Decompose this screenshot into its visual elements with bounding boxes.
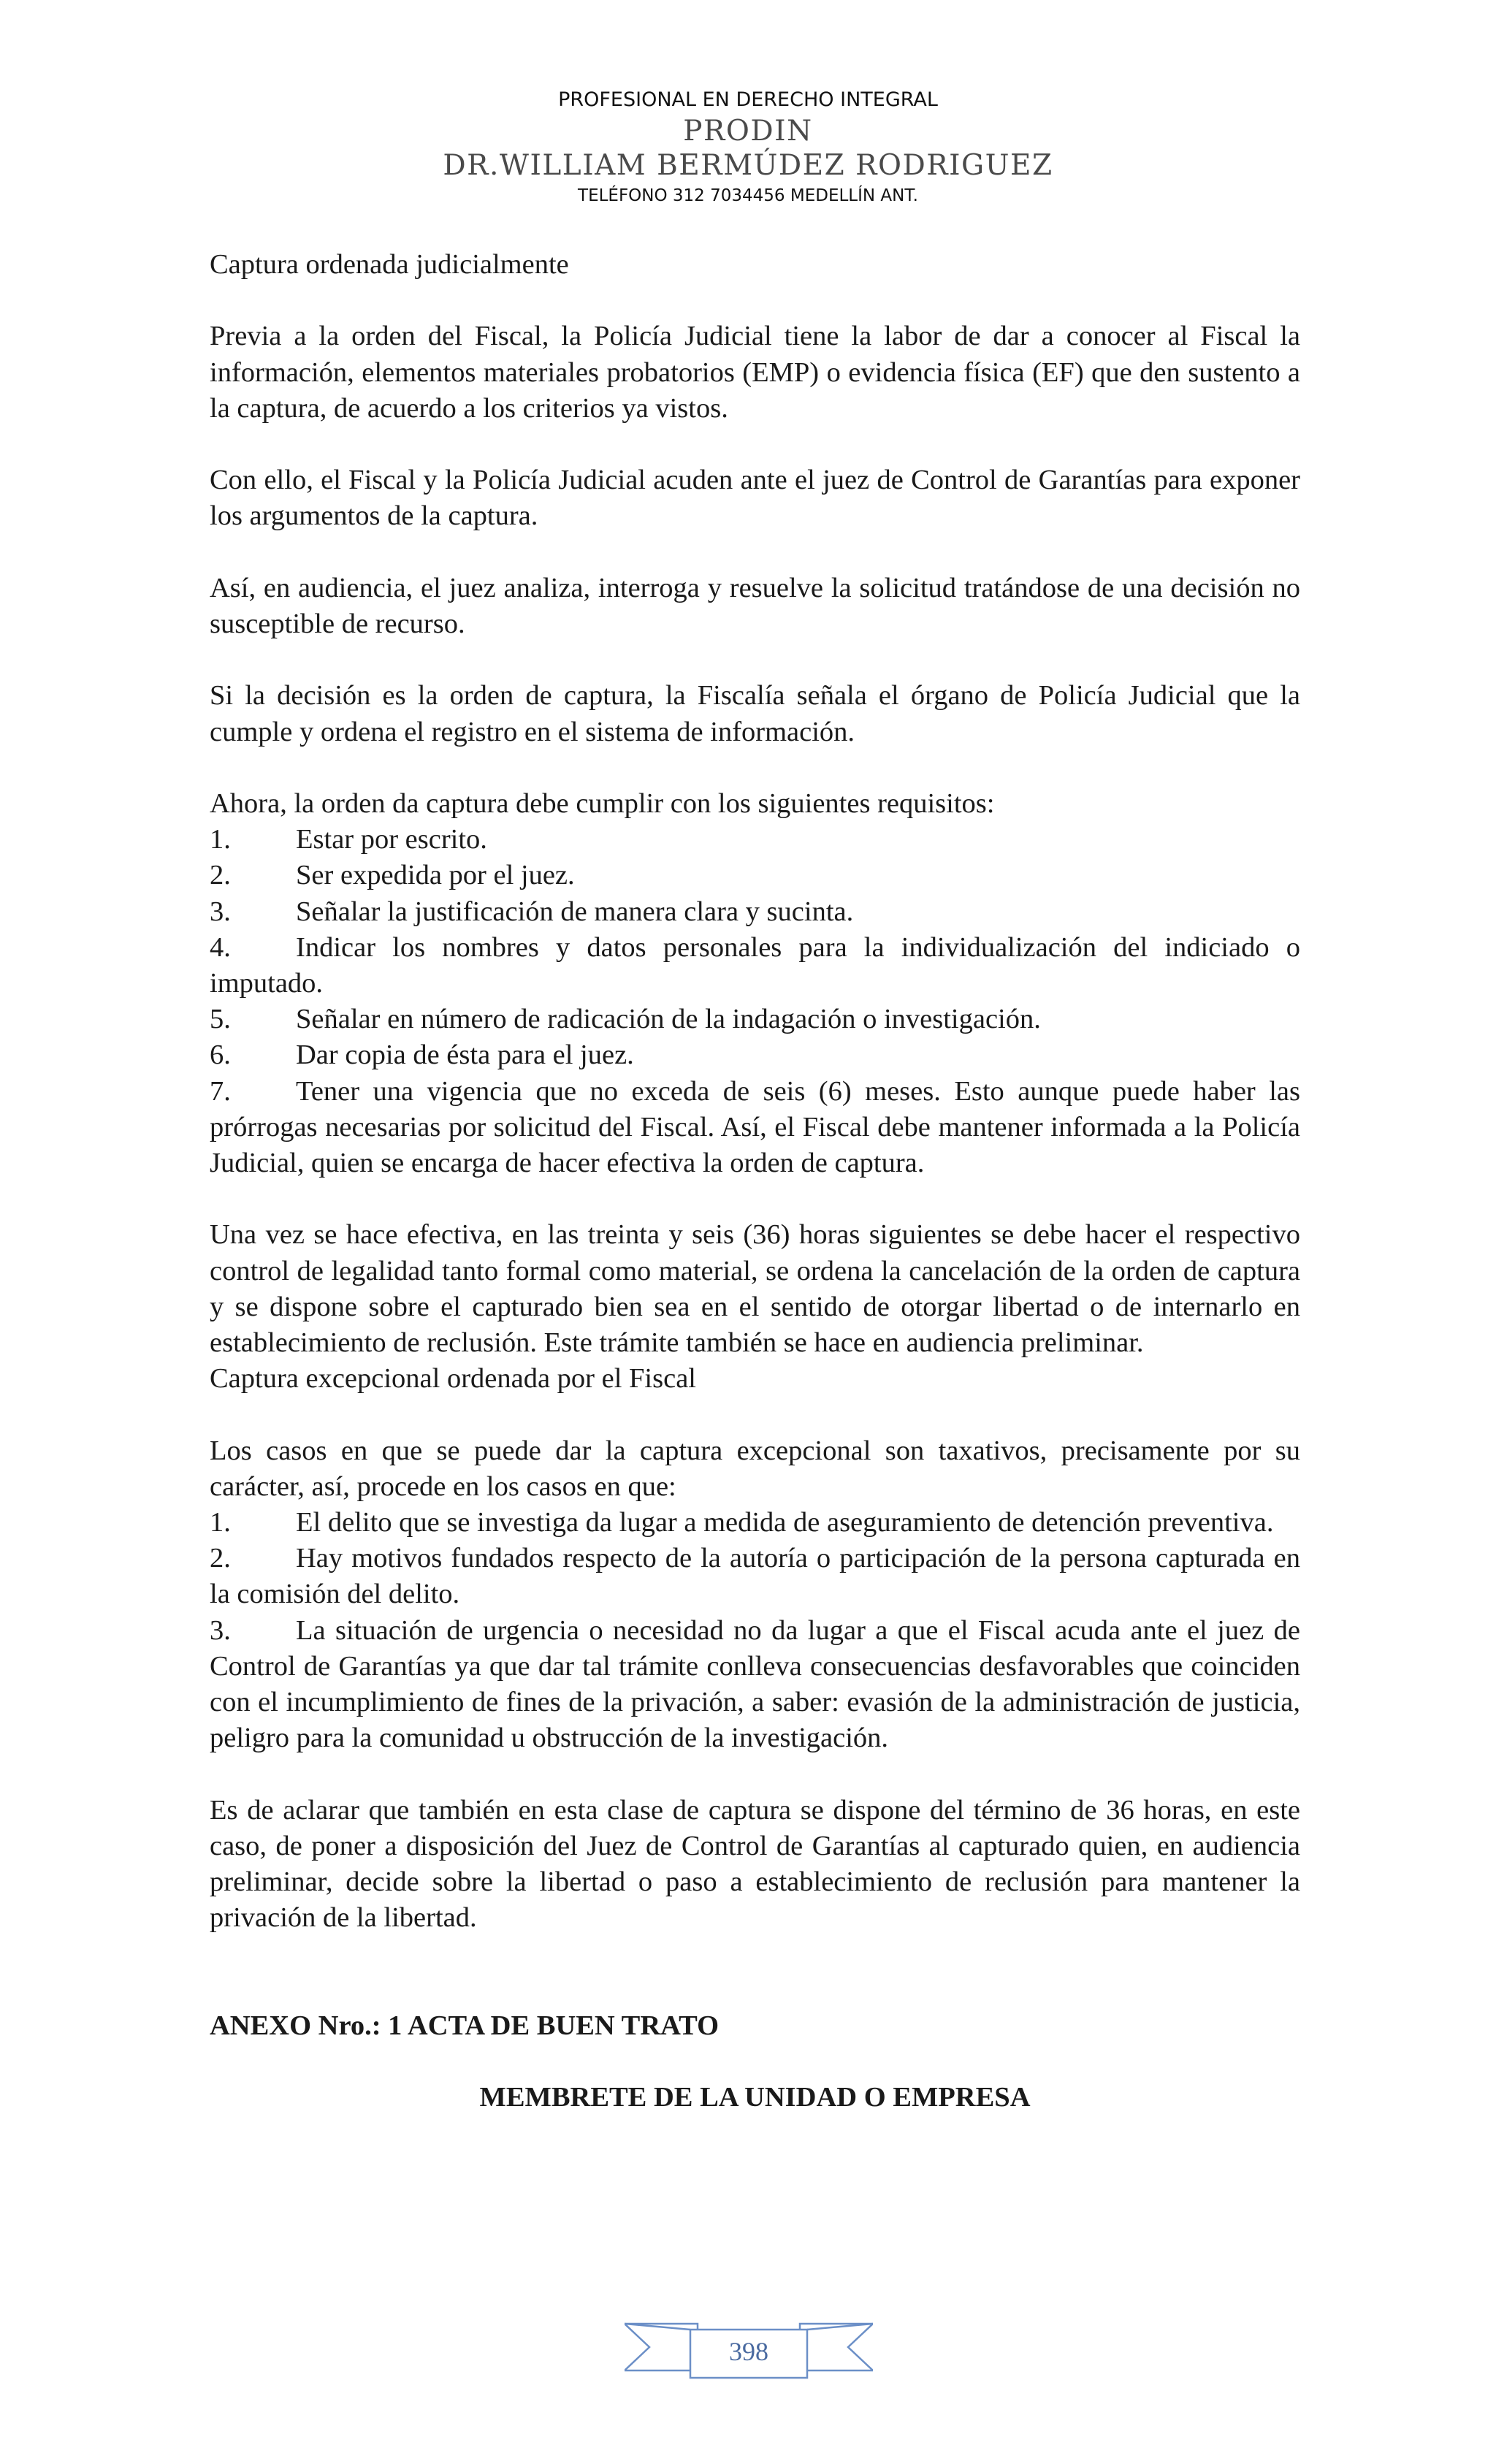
header-firm-name: PRODIN [683,115,813,148]
list-item-text: La situación de urgencia o necesidad no da lugar a que el Fiscal acuda ante el juez de Control de Garantías ya que dar tal trámite conlleva consecuencias desfavorables que coinciden con el incumplimiento de fines de la privación, a saber: evasión de la administración de justicia, peligro para la comunidad u obstrucción de la investigación. [210,1614,1300,1754]
list-item [210,1541,1300,1612]
list-item-text: Hay motivos fundados respecto de la autoría o participación de la persona capturada en la comisión del delito. [210,1543,1300,1610]
list-item-text: Ser expedida por el juez. [296,860,575,891]
header-lawyer-name: DR.WILLIAM BERMÚDEZ RODRIGUEZ [443,149,1053,182]
list-item [210,1505,1300,1541]
paragraph: Ahora, la orden da captura debe cumplir con los siguientes requisitos: [210,787,995,819]
page-number: 398 [729,2337,768,2366]
list-item [210,1074,1300,1182]
list-item [210,1037,1300,1073]
section-heading-exceptional-capture: Captura excepcional ordenada por el Fiscal [210,1363,696,1395]
list-item-number: 6. [210,1040,231,1071]
section-heading-judicial-capture: Captura ordenada judicialmente [210,249,569,280]
paragraph: Si la decisión es la orden de captura, la Fiscalía señala el órgano de Policía Judicial que la cumple y ordena el registro en el sistema de información. [210,680,1300,747]
list-item [210,894,1300,930]
list-item-number: 3. [210,896,231,927]
list-item-text: Indicar los nombres y datos personales para la individualización del indiciado o imputado. [210,931,1300,999]
exceptional-cases-list [210,1505,1300,1756]
page-number-ribbon [625,2319,873,2388]
list-item [210,1613,1300,1757]
list-item-number: 3. [210,1614,231,1646]
list-item-number: 2. [210,1543,231,1574]
list-item-text: Señalar en número de radicación de la indagación o investigación. [296,1004,1041,1035]
list-item-number: 2. [210,860,231,891]
list-item [210,822,1300,858]
header-profession: PROFESIONAL EN DERECHO INTEGRAL [558,88,938,111]
requirements-list [210,822,1300,1181]
list-item-number: 5. [210,1004,231,1035]
list-item-text: Tener una vigencia que no exceda de seis (6) meses. Esto aunque puede haber las prórrogas necesarias por solicitud del Fiscal. Así, el Fiscal debe mantener informada a la Policía Judicial, quien se encarga de hacer efectiva la orden de captura. [210,1075,1300,1178]
list-item-number: 1. [210,824,231,855]
list-item-text: Dar copia de ésta para el juez. [296,1040,634,1071]
list-item-text: Estar por escrito. [296,824,487,855]
document-body [210,247,1300,2116]
list-item [210,1002,1300,1037]
list-item-text: Señalar la justificación de manera clara y sucinta. [296,896,854,927]
header-phone: TELÉFONO 312 7034456 MEDELLÍN ANT. [578,186,918,205]
list-item-text: El delito que se investiga da lugar a medida de aseguramiento de detención preventiva. [296,1507,1274,1538]
paragraph: Una vez se hace efectiva, en las treinta y seis (36) horas siguientes se debe hacer el respectivo control de legalidad tanto formal como material, se ordena la cancelación de la orden de captura y se dispone sobre el capturado bien sea en el sentido de otorgar libertad o de internarlo en establecimiento de reclusión. Este trámite también se hace en audiencia preliminar. [210,1219,1300,1358]
list-item [210,858,1300,893]
list-item [210,930,1300,1002]
paragraph: Los casos en que se puede dar la captura excepcional son taxativos, precisamente por su carácter, así, procede en los casos en que: [210,1435,1300,1502]
paragraph: Así, en audiencia, el juez analiza, interroga y resuelve la solicitud tratándose de una decisión no susceptible de recurso. [210,572,1300,639]
page-header [0,86,1496,209]
list-item-number: 7. [210,1075,231,1107]
paragraph: Es de aclarar que también en esta clase de captura se dispone del término de 36 horas, en este caso, de poner a disposición del Juez de Control de Garantías al capturado quien, en audiencia preliminar, decide sobre la libertad o paso a establecimiento de reclusión para mantener la privación de la libertad. [210,1794,1300,1934]
list-item-number: 1. [210,1507,231,1538]
annex-title: ANEXO Nro.: 1 ACTA DE BUEN TRATO [210,2010,720,2041]
list-item-number: 4. [210,931,231,963]
paragraph: Previa a la orden del Fiscal, la Policía Judicial tiene la labor de dar a conocer al Fiscal la información, elementos materiales probatorios (EMP) o evidencia física (EF) que den sustento a la captura, de acuerdo a los criterios ya vistos. [210,321,1300,424]
letterhead-placeholder: MEMBRETE DE LA UNIDAD O EMPRESA [479,2082,1031,2113]
paragraph: Con ello, el Fiscal y la Policía Judicial acuden ante el juez de Control de Garantías para exponer los argumentos de la captura. [210,465,1300,532]
